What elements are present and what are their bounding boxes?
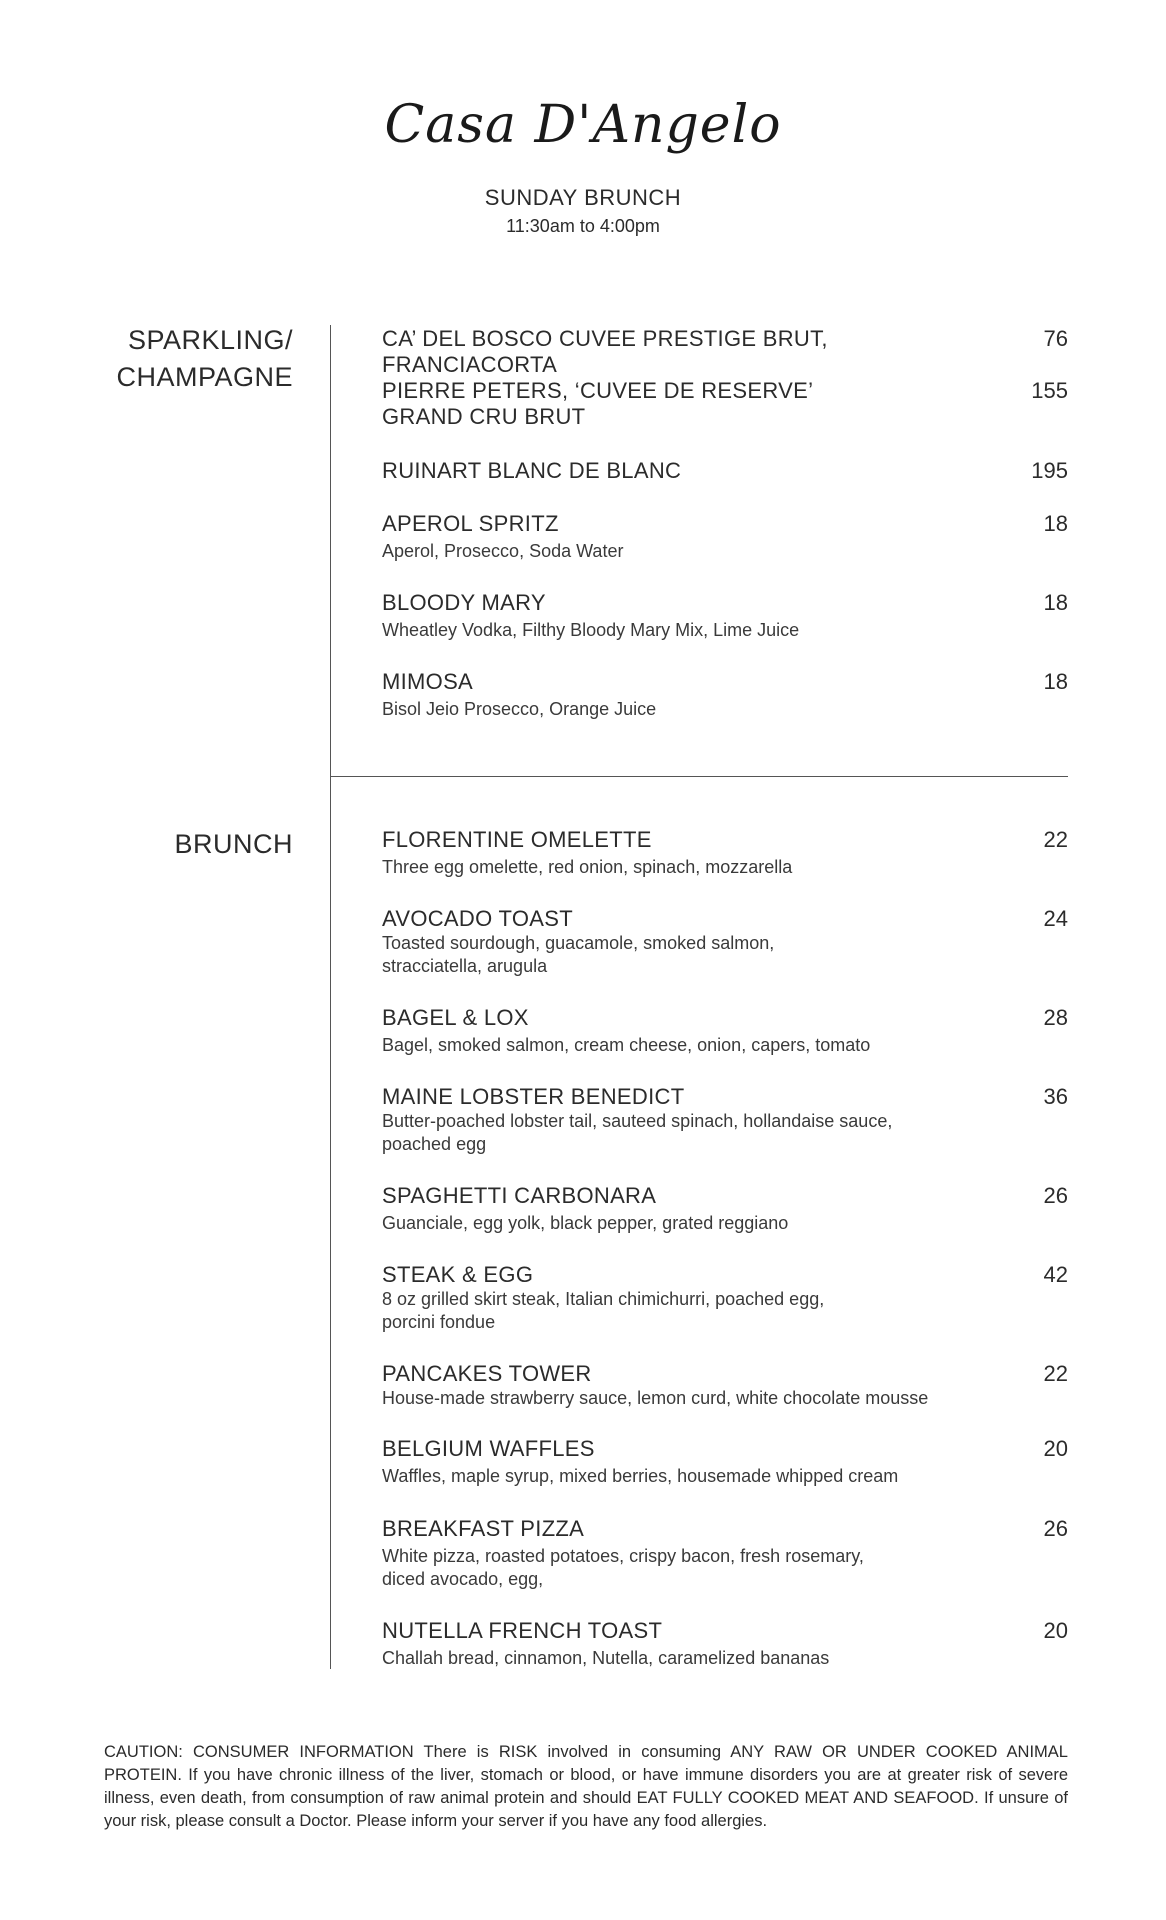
item-description: Wheatley Vodka, Filthy Bloody Mary Mix, Lime Juice [382,620,800,640]
item-name: MIMOSA [382,669,474,694]
item-name: STEAK & EGG [382,1262,534,1287]
menu-item [382,906,1068,978]
menu-item [382,511,1068,563]
item-description: Waffles, maple syrup, mixed berries, housemade whipped cream [382,1466,899,1486]
section-label-brunch: BRUNCH [174,829,293,859]
item-price: 195 [1031,458,1068,483]
item-price: 24 [1043,906,1068,931]
item-description: Bagel, smoked salmon, cream cheese, onion, capers, tomato [382,1035,871,1055]
consumer-caution-notice: CAUTION: CONSUMER INFORMATION There is RISK involved in consuming ANY RAW OR UNDER COOKED ANIMAL PROTEIN. If you have chronic illness of the liver, stomach or blood, or have immune disorders you are at greater risk of severe illness, even death, from consumption of raw animal protein and should EAT FULLY COOKED MEAT AND SEAFOOD. If unsure of your risk, please consult a Doctor. Please inform your server if you have any food allergies. [104,1743,1068,1830]
menu-item [382,1183,1068,1235]
item-description: 8 oz grilled skirt steak, Italian chimichurri, poached egg, porcini fondue [382,1289,825,1332]
section-divider-vertical [330,325,331,776]
item-name: AVOCADO TOAST [382,906,573,931]
section-label-sparkling: SPARKLING/ CHAMPAGNE [116,325,293,392]
menu-item [382,1262,1068,1334]
menu-item [382,326,1068,378]
item-name: FLORENTINE OMELETTE [382,827,652,852]
item-name: SPAGHETTI CARBONARA [382,1183,657,1208]
menu-item [382,827,1068,879]
item-price: 18 [1043,669,1068,694]
item-name: APEROL SPRITZ [382,511,559,536]
item-name: BELGIUM WAFFLES [382,1436,595,1461]
menu-title: SUNDAY BRUNCH [484,185,682,210]
item-price: 18 [1043,511,1068,536]
section-divider-vertical [330,776,331,1669]
menu-item [382,1361,1068,1410]
item-name: BLOODY MARY [382,590,546,615]
item-description: White pizza, roasted potatoes, crispy bacon, fresh rosemary, diced avocado, egg, [382,1546,864,1589]
item-price: 20 [1043,1436,1068,1461]
item-price: 26 [1043,1183,1068,1208]
item-name: NUTELLA FRENCH TOAST [382,1618,663,1643]
item-description: Aperol, Prosecco, Soda Water [382,541,624,561]
restaurant-logo: Casa D'Angelo [384,95,782,155]
item-price: 22 [1043,827,1068,852]
item-price: 18 [1043,590,1068,615]
item-name: PIERRE PETERS, ‘CUVEE DE RESERVE’ GRAND CRU BRUT [382,378,814,429]
item-price: 20 [1043,1618,1068,1643]
item-description: Guanciale, egg yolk, black pepper, grated reggiano [382,1213,789,1233]
item-description: Butter-poached lobster tail, sauteed spinach, hollandaise sauce, poached egg [382,1111,893,1154]
item-price: 26 [1043,1516,1068,1541]
item-price: 36 [1043,1084,1068,1109]
item-price: 76 [1043,326,1068,351]
menu-item [382,590,1068,642]
menu-item [382,458,1068,484]
item-name: PANCAKES TOWER [382,1361,592,1386]
item-name: CA’ DEL BOSCO CUVEE PRESTIGE BRUT, FRANCIACORTA [382,326,828,377]
menu-item [382,1436,1068,1488]
menu-item [382,1005,1068,1057]
menu-item [382,1618,1068,1670]
item-name: BREAKFAST PIZZA [382,1516,585,1541]
menu-item [382,1084,1068,1156]
item-price: 22 [1043,1361,1068,1386]
item-description: Challah bread, cinnamon, Nutella, caramelized bananas [382,1648,830,1668]
menu-item [382,378,1068,430]
item-name: RUINART BLANC DE BLANC [382,458,682,483]
item-name: MAINE LOBSTER BENEDICT [382,1084,685,1109]
item-name: BAGEL & LOX [382,1005,529,1030]
item-price: 42 [1043,1262,1068,1287]
menu-item [382,669,1068,721]
menu-item [382,1516,1068,1591]
item-description: Three egg omelette, red onion, spinach, mozzarella [382,857,793,877]
item-price: 155 [1031,378,1068,403]
item-description: Bisol Jeio Prosecco, Orange Juice [382,699,657,719]
item-price: 28 [1043,1005,1068,1030]
item-description: Toasted sourdough, guacamole, smoked salmon, stracciatella, arugula [382,933,775,976]
item-description: House-made strawberry sauce, lemon curd, white chocolate mousse [382,1388,929,1408]
section-divider-horizontal [330,776,1068,777]
menu-hours: 11:30am to 4:00pm [506,216,660,236]
